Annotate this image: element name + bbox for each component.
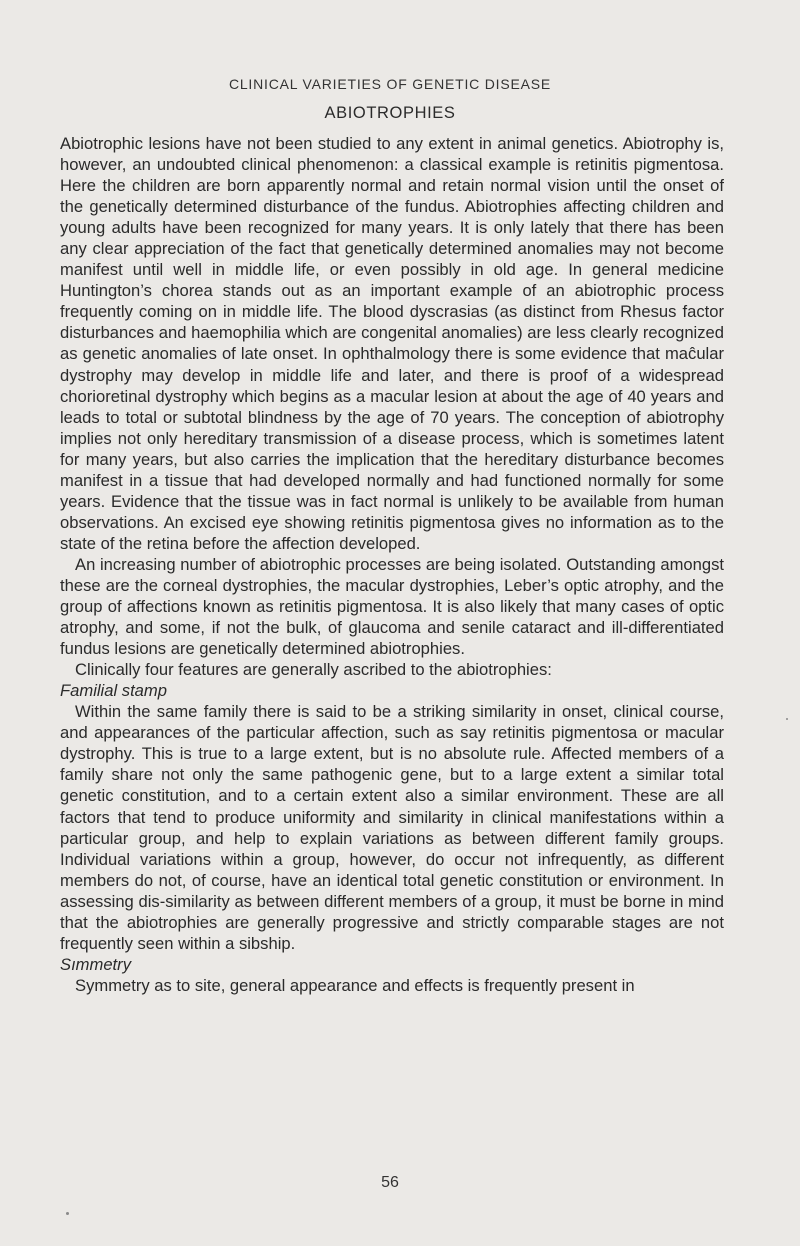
body-text xyxy=(60,133,724,996)
paragraph-familial-stamp: Within the same family there is said to be a striking similarity in onset, clinical course, and appearances of the particular affection, such as say retinitis pigmentosa or macular dystrophy. This is true to a large extent, but is no absolute rule. Affected members of a family share not only the same pathogenic gene, but to a large extent a similar total genetic constitution, and to a certain extent also a similar environment. These are all factors that tend to produce uniformity and similarity in clinical manifestations within a particular group, and help to explain variations as between different family groups. Individual variations within a group, however, do occur not infrequently, as different members do not, of course, have an identical total genetic constitution or environment. In assessing dis-similarity as between different members of a group, it must be borne in mind that the abiotrophies are generally progressive and strictly comparable stages are not frequently seen within a sibship. xyxy=(60,702,724,953)
running-head: CLINICAL VARIETIES OF GENETIC DISEASE xyxy=(228,76,552,92)
print-speck xyxy=(786,718,788,720)
section-title: ABIOTROPHIES xyxy=(324,104,456,122)
paragraph-abiotrophic-processes: An increasing number of abiotrophic processes are being isolated. Outstanding amongst these are the corneal dystrophies, the macular dystrophies, Leber’s optic atrophy, and the group of affections known as retinitis pigmentosa. It is also likely that many cases of optic atrophy, and some, if not the bulk, of glaucoma and senile cataract and ill-differentiated fundus lesions are genetically determined abiotrophies. xyxy=(60,554,724,659)
paragraph-symmetry: Symmetry as to site, general appearance and effects is frequently present in xyxy=(75,975,635,995)
page-number: 56 xyxy=(381,1174,399,1191)
paragraph-four-features: Clinically four features are generally ascribed to the abiotrophies: xyxy=(75,660,552,680)
subhead-familial-stamp: Familial stamp xyxy=(60,681,167,701)
paragraph-abiotrophy-intro: Abiotrophic lesions have not been studied to any extent in animal genetics. Abiotrophy is, however, an undoubted clinical phenomenon: a classical example is retinitis pigmentosa. Here the children are born apparently normal and retain normal vision until the onset of the genetically determined disturbance of the fundus. Abiotrophies affecting children and young adults have been recognized for many years. It is only lately that there has been any clear appreciation of the fact that genetically determined anomalies may not become manifest until well in middle life, or even possibly in old age. In general medicine Huntington’s chorea stands out as an important example of an abiotrophic process frequently coming on in middle life. The blood dyscrasias (as distinct from Rhesus factor disturbances and haemophilia which are congenital anomalies) are less clearly recognized as genetic anomalies of late onset. In ophthalmology there is some evidence that maĉular dystrophy may develop in middle life and later, and there is proof of a widespread chorioretinal dystrophy which begins as a macular lesion at about the age of 40 years and leads to total or subtotal blindness by the age of 70 years. The conception of abiotrophy implies not only hereditary transmission of a disease process, which is sometimes latent for many years, but also carries the implication that the hereditary disturbance becomes manifest in a tissue that had developed normally and had functioned normally for some years. Evidence that the tissue was in fact normal is unlikely to be available from human observations. An excised eye showing retinitis pigmentosa gives no information as to the state of the retina before the affection developed. xyxy=(60,134,724,553)
subhead-symmetry: Sımmetry xyxy=(60,954,131,974)
print-speck xyxy=(66,1212,69,1215)
